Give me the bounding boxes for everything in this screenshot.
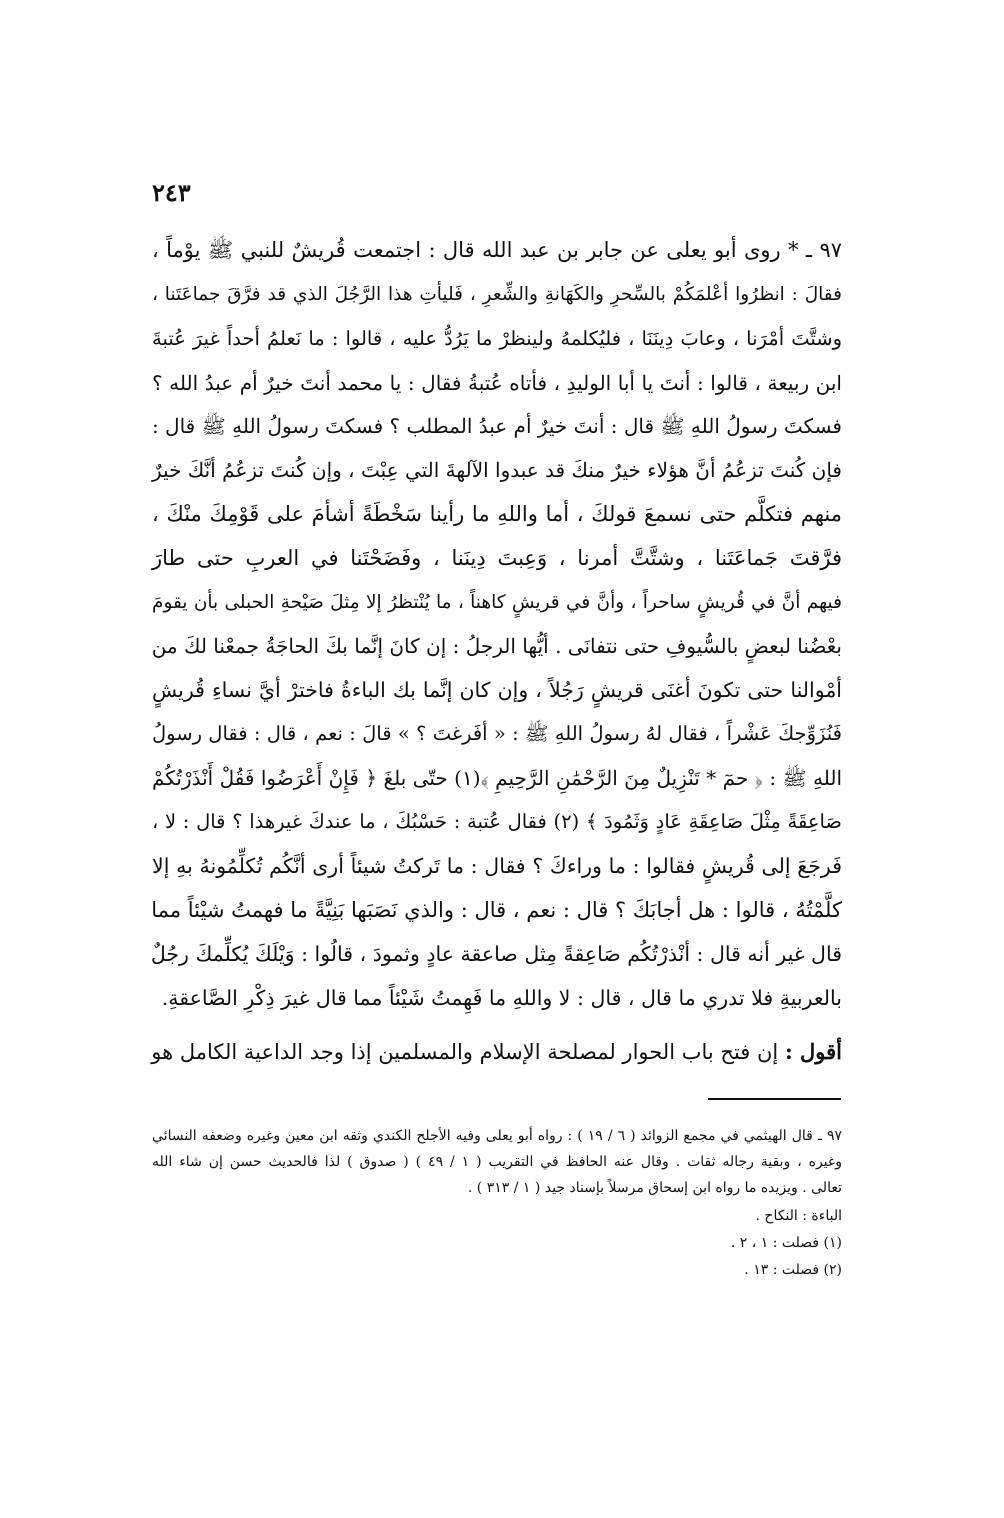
text-line: ابن ربيعة ، قالوا : أنتَ يا أبا الوليدِ ، فأتاه عُتبةُ فقال : يا محمد أنتَ خيرٌ أم عبدُ الله ؟ bbox=[152, 371, 842, 395]
text-line: فيهم أنَّ في قُريشٍ ساحراً ، وأنَّ في قريشٍ كاهناً ، ما يُنْتظرُ إلا مِثلَ صَيْحةِ الحبلى بأن يقومَ bbox=[152, 592, 842, 613]
text-line: اللهِ ﷺ : ﴿ حمٓ * تَنْزِيلٌ مِنَ الرَّحْمَٰنِ الرَّحِيمِ ﴾(١) حتّى بلغَ ﴿ فَإِنْ أَعْرَضُوا فَقُلْ أَنْذَرْتُكُمْ bbox=[152, 766, 843, 790]
aqul-text: إن فتح باب الحوار لمصلحة الإسلام والمسلمين إذا وجد الداعية الكامل هو bbox=[151, 1040, 779, 1064]
text-line: منهم فتكلَّم حتى نسمعَ قولكَ ، أما واللهِ ما رأينا سَخْطَةً أشأمَ على قَوْمِكَ منْكَ ، bbox=[152, 502, 842, 526]
aqul-paragraph bbox=[152, 1038, 842, 1066]
footnote-line: وغيره ، وبقية رجاله ثقات . وقال عنه الحافظ في التقريب ( ١ / ٤٩ ) ( صدوق ) لذا فالحديث حسن إن شاء الله bbox=[152, 1154, 842, 1170]
text-line: قال غير أنه قال : أنْذرْتُكُم صَاعِقةً مِثل صاعقة عادٍ وثمودَ ، قالُوا : وَيْلَكَ يُكلِّمكَ رجُلٌ bbox=[150, 942, 842, 966]
text-line: كلَّمْتُهُ ، قالوا : هل أجابَكَ ؟ قال : نعم ، قال : والذي نَصَبَها بَنِيَّةً ما فهمتُ شيْئاً مما bbox=[151, 898, 842, 922]
footnote-line: الباءة : النكاح . bbox=[755, 1208, 842, 1224]
text-line: صَاعِقَةً مِثْلَ صَاعِقَةِ عَادٍ وَثَمُودَ ﴾ (٢) فقال عُتبة : حَسْبُكَ ، ما عندكَ غيرهذا ؟ قال : لا ، bbox=[152, 810, 842, 833]
text-line: فقالَ : انظرُوا أعْلمَكُمْ بالسِّحرِ والكَهَانةِ والشِّعرِ ، فَليأتِ هذا الرَّجُلَ الذي قد فرَّقَ جماعَتَنا ، bbox=[152, 284, 842, 305]
text-line: فإن كُنتَ تزعُمُ أنَّ هؤلاء خيرٌ منكَ قد عبدوا الآلهةَ التي عِبْتَ ، وإن كُنتَ تزعُمُ أنَّكَ خيرٌ bbox=[152, 458, 842, 482]
footnote-line: (٢) فصلت : ١٣ . bbox=[744, 1262, 842, 1278]
footnote-line: (١) فصلت : ١ ، ٢ . bbox=[730, 1235, 842, 1251]
text-line: وشتَّتَ أمْرَنا ، وعابَ دِينَنَا ، فليُكلمهُ ولينظرْ ما يَرُدُّ عليه ، قالوا : ما نَعلمُ أحداً غيرَ عُتبةَ bbox=[152, 327, 842, 350]
text-line: فَرجَعَ إلى قُريشٍ فقالوا : ما وراءكَ ؟ فقال : ما تَركتُ شيئاً أرى أنَّكُم تُكلِّمُونهُ بهِ إلا bbox=[152, 854, 842, 878]
text-line: فَنُزَوِّجكَ عَشْراً ، فقال لهُ رسولُ اللهِ ﷺ : « أفَرغتَ ؟ » قالَ : نعم ، قال : فقال رسولُ bbox=[152, 722, 842, 745]
footnote-divider bbox=[708, 1098, 841, 1100]
page-number: ٢٤٣ bbox=[152, 178, 191, 207]
footnote-line: ٩٧ ـ قال الهيثمي في مجمع الزوائد ( ٦ / ١٩ ) : رواه أبو يعلى وفيه الأجلح الكندي وثقه ابن معين وغيره وضعفه النسائي bbox=[152, 1128, 842, 1144]
text-line: ٩٧ ـ * روى أبو يعلى عن جابر بن عبد الله قال : اجتمعت قُريشٌ للنبي ﷺ يوْماً ، bbox=[152, 238, 842, 262]
text-line: بعْضُنا لبعضٍ بالسُّيوفِ حتى نتفانَى . أيُّها الرجلُ : إن كانَ إنَّما بكَ الحاجَةُ جمعْنا لكَ من bbox=[151, 634, 842, 658]
footnote-line: تعالى . ويزيده ما رواه ابن إسحاق مرسلاً بإسناد جيد ( ١ / ٣١٣ ) . bbox=[467, 1180, 842, 1196]
text-line: فسكتَ رسولُ اللهِ ﷺ قال : أنتَ خيرٌ أم عبدُ المطلب ؟ فسكتَ رسولُ اللهِ ﷺ قال : bbox=[151, 414, 842, 438]
text-line: بالعربيةِ فلا تدري ما قال ، قال : لا واللهِ ما فَهِمتُ شَيْئاً مما قال غيرَ ذِكْرِ الصَّاعقةِ. bbox=[161, 986, 842, 1010]
text-line: فرَّقتَ جَماعَتَنا ، وشتَّتَّ أمرنا ، وَعِبتَ دِينَنا ، وفَضَحْتَنا في العربِ حتى طارَ bbox=[152, 546, 842, 570]
aqul-label: أقول : bbox=[784, 1039, 842, 1064]
text-line: أمْوالنا حتى تكونَ أغنَى قريشٍ رَجُلاً ، وإن كان إنَّما بك الباءةُ فاخترْ أيَّ نساءِ قُريشٍ bbox=[152, 678, 842, 702]
